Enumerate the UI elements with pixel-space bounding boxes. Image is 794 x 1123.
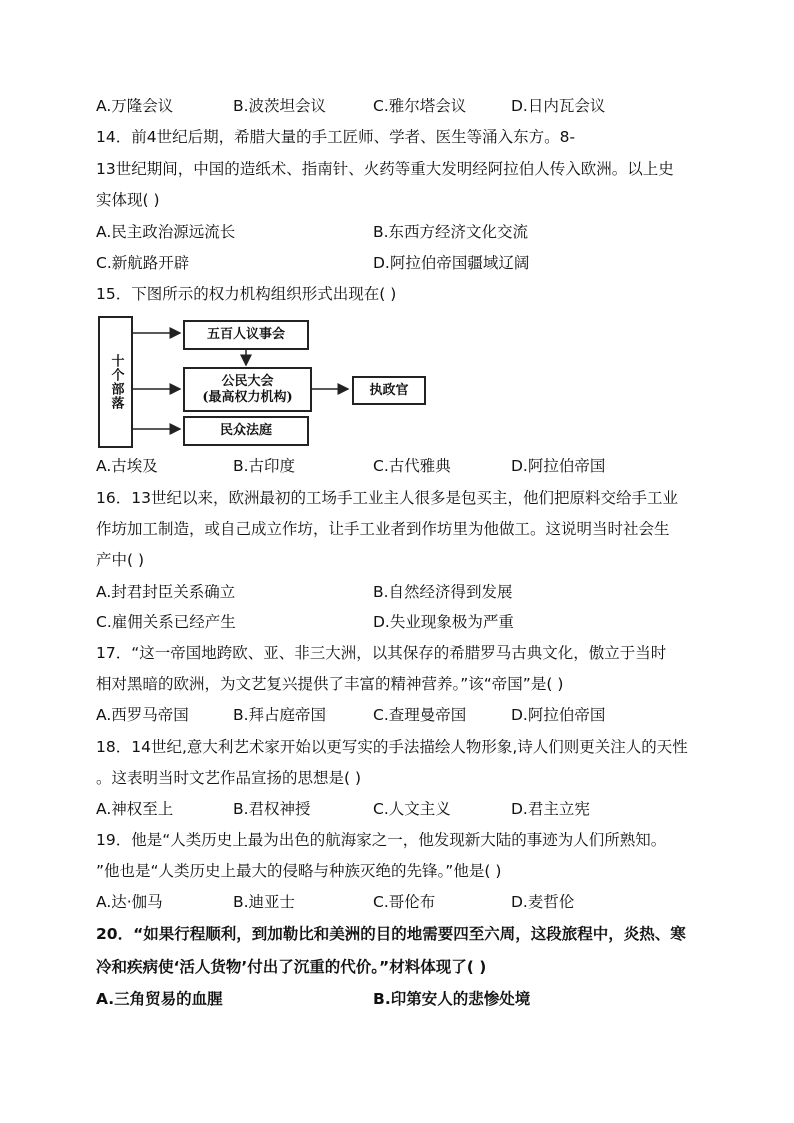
q19-option-a: A.达·伽马: [96, 893, 163, 911]
q17-stem-line-1: 17．“这一帝国地跨欧、亚、非三大洲，以其保存的希腊罗马古典文化，傲立于当时: [96, 644, 667, 662]
q16-stem-line-1: 16．13世纪以来，欧洲最初的工场手工业主人很多是包买主，他们把原料交给手工业: [96, 489, 678, 507]
q16-option-b: B.自然经济得到发展: [373, 583, 513, 601]
q13-option-d: D.日内瓦会议: [511, 97, 606, 115]
q16-option-d: D.失业现象极为严重: [373, 613, 514, 631]
q18-option-d: D.君主立宪: [511, 800, 590, 818]
q19-stem-line-2: ”他也是“人类历史上最大的侵略与种族灭绝的先锋。”他是( ): [96, 862, 502, 880]
q13-option-a: A.万隆会议: [96, 97, 174, 115]
q16-stem-line-2: 作坊加工制造，或自己成立作坊，让手工业者到作坊里为他做工。这说明当时社会生: [96, 520, 670, 538]
q18-stem-line-1: 18．14世纪,意大利艺术家开始以更写实的手法描绘人物形象,诗人们则更关注人的天性: [96, 738, 688, 756]
ten-tribes-box: 十个部落: [98, 316, 133, 448]
q19-stem-line-1: 19．他是“人类历史上最为出色的航海家之一，他发现新大陆的事迹为人们所熟知。: [96, 831, 667, 849]
q15-option-a: A.古埃及: [96, 457, 158, 475]
q17-stem-line-2: 相对黑暗的欧洲，为文艺复兴提供了丰富的精神营养。”该“帝国”是( ): [96, 675, 564, 693]
q20-option-b: B.印第安人的悲惨处境: [373, 990, 531, 1008]
q13-option-c: C.雅尔塔会议: [373, 97, 467, 115]
assembly-title: 公民大会: [221, 373, 274, 389]
assembly-box: [183, 367, 312, 412]
q17-option-d: D.阿拉伯帝国: [511, 706, 606, 724]
q14-stem-line-1: 14．前4世纪后期，希腊大量的手工匠师、学者、医生等涌入东方。8-: [96, 128, 576, 146]
q15-option-d: D.阿拉伯帝国: [511, 457, 606, 475]
q16-option-c: C.雇佣关系已经产生: [96, 613, 236, 631]
q14-stem-line-3: 实体现( ): [96, 191, 160, 209]
q14-option-d: D.阿拉伯帝国疆域辽阔: [373, 254, 530, 272]
assembly-subtitle: (最高权力机构): [202, 389, 293, 405]
q17-option-c: C.查理曼帝国: [373, 706, 467, 724]
q18-option-b: B.君权神授: [233, 800, 311, 818]
q20-stem-line-2: 冷和疾病使‘活人货物’付出了沉重的代价。”材料体现了( ): [96, 958, 487, 976]
q17-option-b: B.拜占庭帝国: [233, 706, 327, 724]
q19-option-c: C.哥伦布: [373, 893, 436, 911]
q15-stem: 15．下图所示的权力机构组织形式出现在( ): [96, 285, 397, 303]
archon-box: 执政官: [352, 376, 426, 405]
q16-stem-line-3: 产中( ): [96, 551, 145, 569]
q19-option-d: D.麦哲伦: [511, 893, 575, 911]
q14-stem-line-2: 13世纪期间，中国的造纸术、指南针、火药等重大发明经阿拉伯人传入欧洲。以上史: [96, 160, 674, 178]
q15-option-c: C.古代雅典: [373, 457, 451, 475]
q20-option-a: A.三角贸易的血腥: [96, 990, 223, 1008]
q20-stem-line-1: 20．“如果行程顺利，到加勒比和美洲的目的地需要四至六周，这段旅程中，炎热、寒: [96, 925, 686, 943]
q13-option-b: B.波茨坦会议: [233, 97, 327, 115]
q17-option-a: A.西罗马帝国: [96, 706, 189, 724]
peoples-court-box: 民众法庭: [183, 416, 309, 446]
q19-option-b: B.迪亚士: [233, 893, 296, 911]
q18-stem-line-2: 。这表明当时文艺作品宣扬的思想是( ): [96, 769, 362, 787]
council-of-500-box: 五百人议事会: [183, 320, 309, 350]
q16-option-a: A.封君封臣关系确立: [96, 583, 236, 601]
athens-power-structure-diagram: [96, 313, 426, 449]
q14-option-b: B.东西方经济文化交流: [373, 223, 529, 241]
q18-option-c: C.人文主义: [373, 800, 451, 818]
q14-option-c: C.新航路开辟: [96, 254, 190, 272]
q14-option-a: A.民主政治源远流长: [96, 223, 236, 241]
q15-option-b: B.古印度: [233, 457, 296, 475]
q18-option-a: A.神权至上: [96, 800, 174, 818]
